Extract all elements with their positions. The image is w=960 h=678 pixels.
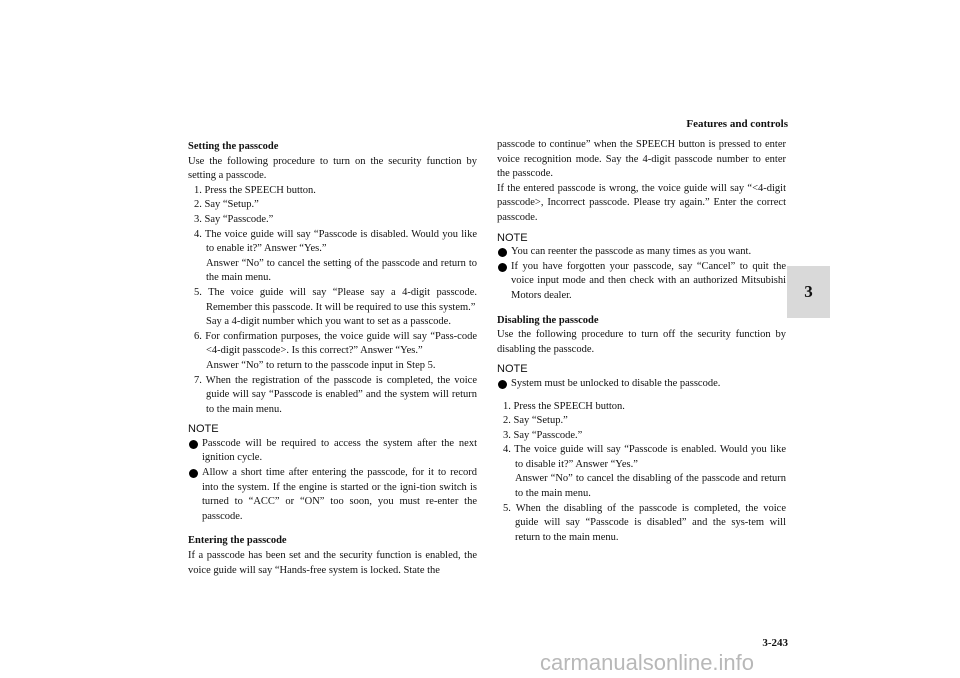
setting-step-6: 6. For confirmation purposes, the voice guide will say “Pass-code <4-digit passcode>. Is this correct?” Answer “Yes.” — [194, 330, 477, 357]
right-column — [497, 138, 786, 545]
note-item: If you have forgotten your passcode, say “Cancel” to quit the voice input mode and then check with an authorized Mitsubishi Motors dealer. — [497, 260, 786, 304]
disabling-step-4: 4. The voice guide will say “Passcode is enabled. Would you like to disable it?” Answer “Yes.” — [503, 444, 786, 470]
heading-entering-passcode: Entering the passcode — [188, 535, 287, 547]
note-label: NOTE — [188, 423, 219, 436]
setting-step-5: 5. The voice guide will say “Please say a 4-digit passcode. Remember this passcode. It will be required to use this system.” — [194, 286, 477, 313]
setting-step-5-sub: Say a 4-digit number which you want to set as a passcode. — [206, 316, 451, 328]
setting-intro: Use the following procedure to turn on the security function by setting a passcode. — [188, 155, 477, 182]
heading-disabling-passcode: Disabling the passcode — [497, 314, 599, 326]
bullet-icon — [498, 263, 507, 272]
entering-intro: If a passcode has been set and the security function is enabled, the voice guide will say “Hands-free system is locked. State the — [188, 550, 477, 576]
setting-step-1: 1. Press the SPEECH button. — [194, 184, 316, 196]
bullet-icon — [498, 248, 507, 257]
disabling-step-1: 1. Press the SPEECH button. — [503, 400, 625, 412]
setting-step-7: 7. When the registration of the passcode is completed, the voice guide will say “Passcode is enabled” and the system will return to the main menu. — [194, 374, 477, 415]
entering-continued: passcode to continue” when the SPEECH button is pressed to enter voice recognition mode. Say the 4-digit passcode number to enter the passcode. — [497, 139, 786, 180]
note-label: NOTE — [497, 363, 528, 376]
note-item: Passcode will be required to access the system after the next ignition cycle. — [188, 437, 477, 466]
setting-step-3: 3. Say “Passcode.” — [194, 213, 274, 225]
setting-step-6-sub: Answer “No” to return to the passcode input in Step 5. — [206, 359, 436, 371]
page-number: 3-243 — [762, 637, 788, 649]
bullet-icon — [189, 440, 198, 449]
setting-step-4-sub: Answer “No” to cancel the setting of the passcode and return to the main menu. — [206, 257, 477, 284]
chapter-tab: 3 — [787, 266, 830, 318]
note-item: Allow a short time after entering the passcode, for it to record into the system. If the engine is started or the igni-tion switch is turned to “ACC” or “ON” too soon, you must re-enter the passcode. — [188, 466, 477, 524]
bullet-icon — [498, 380, 507, 389]
setting-step-2: 2. Say “Setup.” — [194, 199, 259, 211]
watermark: carmanualsonline.info — [540, 650, 755, 675]
bullet-icon — [189, 469, 198, 478]
heading-setting-passcode: Setting the passcode — [188, 141, 279, 152]
disabling-step-3: 3. Say “Passcode.” — [503, 429, 583, 441]
disabling-step-5: 5. When the disabling of the passcode is completed, the voice guide will say “Passcode is disabled” and the sys-tem will return to the main menu. — [503, 502, 786, 543]
setting-step-4: 4. The voice guide will say “Passcode is disabled. Would you like to enable it?” Answer “Yes.” — [194, 228, 477, 255]
disabling-intro: Use the following procedure to turn off the security function by disabling the passcode. — [497, 329, 786, 355]
entering-wrong: If the entered passcode is wrong, the voice guide will say “<4-digit passcode>, Incorrect passcode. Please try again.” Enter the correct passcode. — [497, 182, 786, 223]
note-item: You can reenter the passcode as many times as you want. — [497, 245, 786, 260]
note-item: System must be unlocked to disable the passcode. — [497, 377, 786, 392]
disabling-step-4-sub: Answer “No” to cancel the disabling of the passcode and return to the main menu. — [515, 473, 786, 500]
left-column — [188, 138, 477, 578]
note-label: NOTE — [497, 231, 528, 244]
disabling-step-2: 2. Say “Setup.” — [503, 415, 568, 427]
page-header-title: Features and controls — [686, 118, 788, 130]
